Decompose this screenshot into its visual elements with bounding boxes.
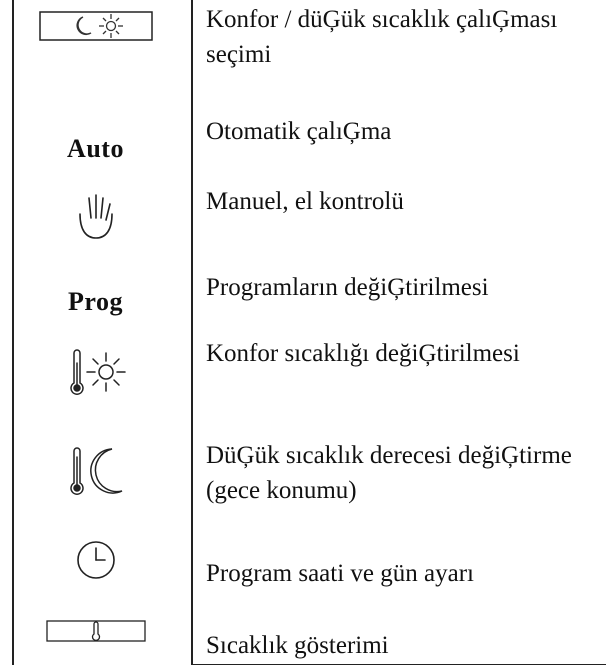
table-row <box>0 270 606 330</box>
temperature-display-icon <box>0 619 191 643</box>
description: Konfor sıcaklığı değiĢtirilmesi <box>206 340 520 367</box>
auto-icon-label: Auto <box>67 134 124 163</box>
hand-icon <box>0 192 191 242</box>
table-row <box>0 110 606 180</box>
table-row <box>0 430 606 530</box>
description: Sıcaklık gösterimi <box>206 632 389 659</box>
description: Programların değiĢtirilmesi <box>206 274 489 301</box>
table-row <box>0 180 606 270</box>
thermometer-sun-icon <box>0 344 191 400</box>
table-row <box>0 530 606 618</box>
auto-text-icon <box>0 129 191 169</box>
table-row <box>0 618 606 665</box>
description: Konfor / düĢük sıcaklık çalıĢması seçimi <box>206 6 558 68</box>
thermometer-moon-icon <box>0 442 191 500</box>
description: Program saati ve gün ayarı <box>206 560 474 587</box>
description: Otomatik çalıĢma <box>206 118 392 145</box>
comfort-reduced-switch-icon <box>0 10 191 42</box>
prog-icon-label: Prog <box>68 287 123 316</box>
clock-icon <box>0 538 191 582</box>
prog-text-icon <box>0 282 191 322</box>
description: Manuel, el kontrolü <box>206 188 404 215</box>
table-row <box>0 0 606 110</box>
table-row <box>0 330 606 430</box>
description: DüĢük sıcaklık derecesi değiĢtirme (gece konumu) <box>206 442 572 504</box>
